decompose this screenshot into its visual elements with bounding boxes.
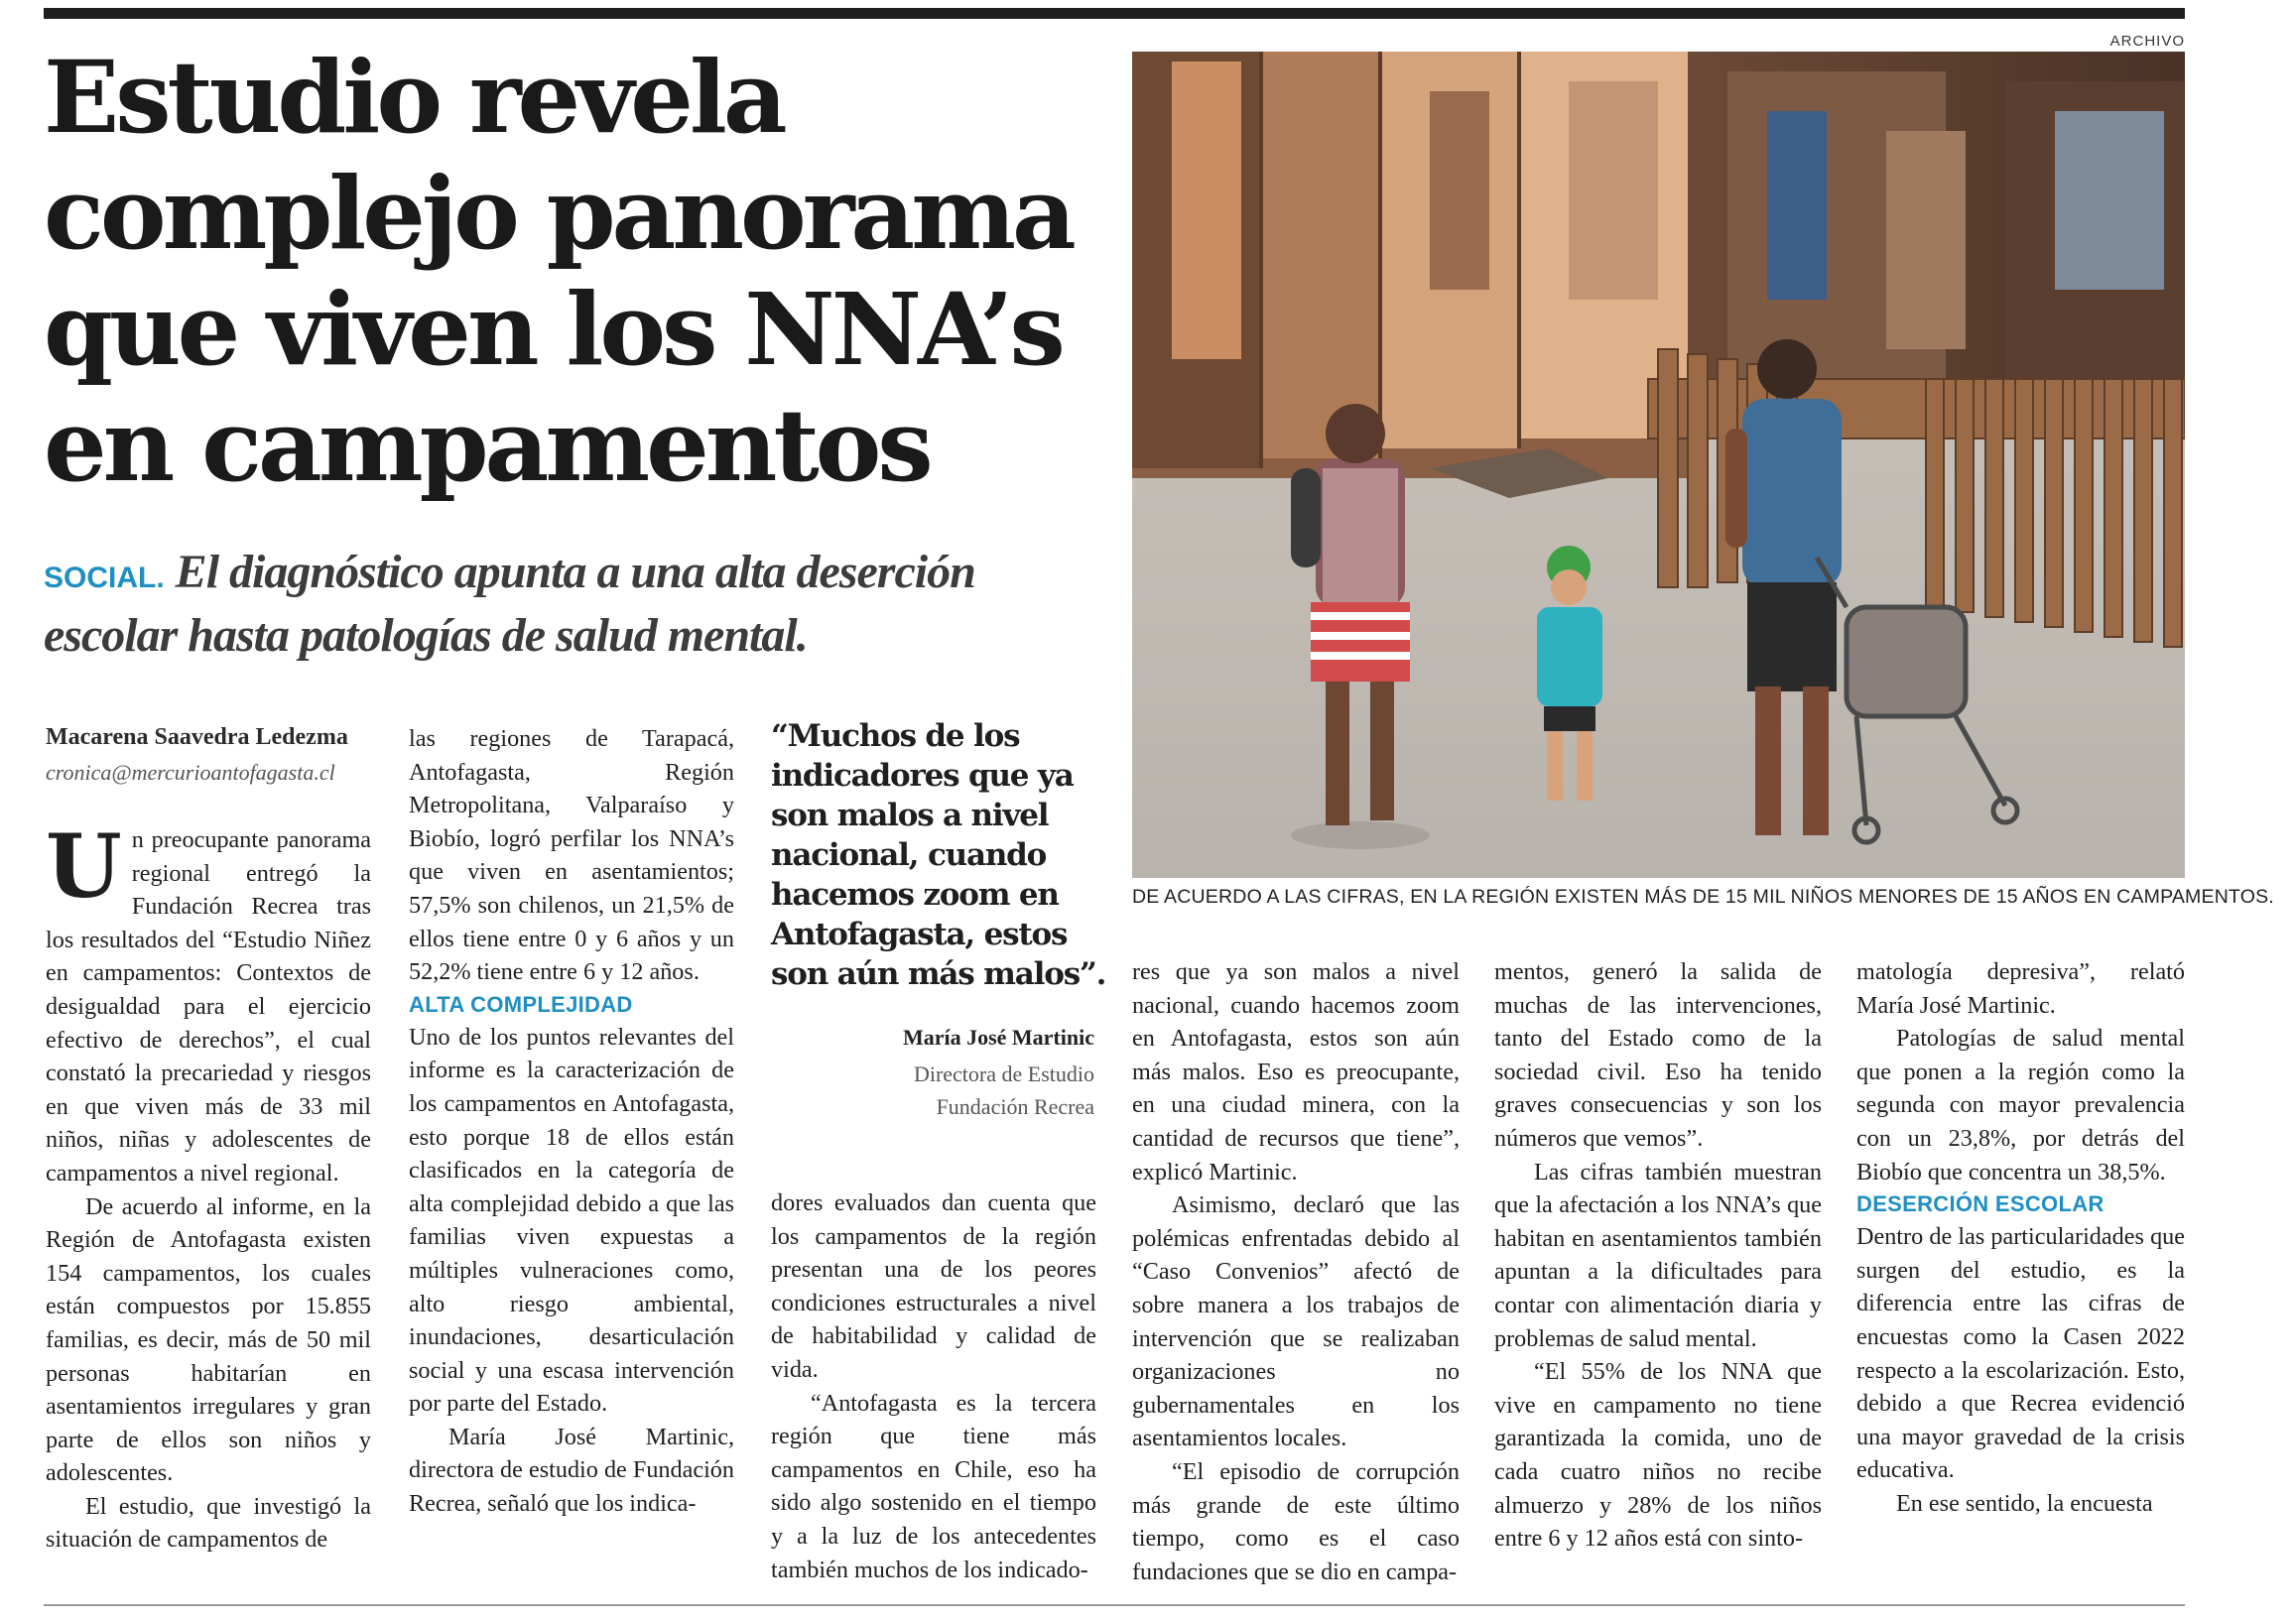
deck <box>44 544 1105 665</box>
subhead-desercion-escolar: DESERCIÓN ESCOLAR <box>1856 1191 2105 1217</box>
article-column-6 <box>1856 955 2185 1521</box>
paragraph-3-start: El estudio, que investigó la situación de campamentos de <box>46 1492 371 1554</box>
article-column-4 <box>1132 955 1460 1588</box>
paragraph-2: De acuerdo al informe, en la Región de Antofagasta existen 154 campamentos, los cuales están compuestos por 15.855 familias, es decir, más de 50 mil personas habitarían en asentamientos irregulares y gran parte de ellos son niños y adolescentes. <box>46 1192 371 1487</box>
paragraph-11: Patologías de salud mental que ponen a la región como la segunda con mayor prevalencia con un 23,8%, por detrás del Biobío que concentra un 38,5%. <box>1856 1025 2185 1186</box>
paragraph-10-cont: matología depresiva”, relató María José Martinic. <box>1856 958 2185 1019</box>
pull-quote-role-line2: Fundación Recrea <box>936 1094 1094 1119</box>
article-column-5 <box>1494 955 1822 1556</box>
top-rule <box>44 8 2185 19</box>
byline-author: Macarena Saavedra Ledezma <box>46 724 348 750</box>
subhead-alta-complejidad: ALTA COMPLEJIDAD <box>409 991 633 1017</box>
paragraph-13: En ese sentido, la encuesta <box>1896 1489 2153 1517</box>
pull-quote-role-line1: Directora de Estudio <box>913 1061 1094 1086</box>
paragraph-4: Uno de los puntos relevantes del informe es la caracterización de los campamentos en Antofagasta, esto porque 18 de ellos están clasificados en la categoría de alta complejidad debido a que las familias viven expuestas a múltiples vulneraciones como, alto riesgo ambiental, inundaciones, desarticulación social y una escasa intervención por parte del Estado. <box>409 1023 734 1418</box>
paragraph-6-start: “Antofagasta es la tercera región que tiene más campamentos en Chile, eso ha sido algo sostenido en el tiempo y a la luz de los antecedentes también muchos de los indicado- <box>771 1389 1096 1583</box>
drop-cap: U <box>46 814 122 918</box>
bottom-rule <box>44 1604 2185 1606</box>
deck-text: El diagnóstico apunta a una alta deserción escolar hasta patologías de salud mental. <box>44 546 975 662</box>
paragraph-5-cont: dores evaluados dan cuenta que los campamentos de la región presentan una de los peores condiciones estructurales a nivel de habitabilidad y calidad de vida. <box>771 1189 1096 1383</box>
article-column-2 <box>409 722 734 1521</box>
section-tag: SOCIAL. <box>44 562 165 594</box>
paragraph-1 <box>46 814 371 1190</box>
paragraph-8-cont: mentos, generó la salida de muchas de las intervenciones, tanto del Estado como de la sociedad civil. Eso ha tenido graves consecuencias y son los números que vemos”. <box>1494 958 1822 1152</box>
paragraph-10-start: “El 55% de los NNA que vive en campamento no tiene garantizada la comida, uno de cada cuatro niños no recibe almuerzo y 28% de los niños entre 6 y 12 años está con sinto- <box>1494 1358 1822 1553</box>
paragraph-9: Las cifras también muestran que la afectación a los NNA’s que habitan en asentamientos también apuntan a la dificultades para contar con alimentación diaria y problemas de salud mental. <box>1494 1158 1822 1352</box>
campamento-photo-illustration <box>1132 52 2185 878</box>
pull-quote-role <box>914 1058 1094 1123</box>
paragraph-8-start: “El episodio de corrupción más grande de este último tiempo, como es el caso fundaciones que se dio en campa- <box>1132 1457 1460 1585</box>
paragraph-5-start: María José Martinic, directora de estudio de Fundación Recrea, señaló que los indica- <box>409 1423 734 1518</box>
photo-credit: ARCHIVO <box>2109 33 2185 50</box>
article-column-3 <box>771 1186 1096 1586</box>
paragraph-12: Dentro de las particularidades que surgen del estudio, es la diferencia entre las cifras de encuestas como la Casen 2022 respecto a la escolarización. Esto, debido a que Recrea evidenció una mayor gravedad de la crisis educativa. <box>1856 1223 2185 1484</box>
pull-quote: “Muchos de los indicadores que ya son malos a nivel nacional, cuando hacemos zoom en Antofagasta, estos son aún más malos”. <box>771 718 1106 992</box>
photo-caption: DE ACUERDO A LAS CIFRAS, EN LA REGIÓN EXISTEN MÁS DE 15 MIL NIÑOS MENORES DE 15 AÑOS EN CAMPAMENTOS. <box>1132 886 2274 908</box>
headline: Estudio revela complejo panorama que viven los NNA’s en campamentos <box>44 39 1073 504</box>
news-photo <box>1132 52 2185 878</box>
paragraph-7: Asimismo, declaró que las polémicas enfrentadas debido al “Caso Convenios” afectó de sobre manera a los trabajos de intervención que se realizaban organizaciones no gubernamentales en los asentamientos locales. <box>1132 1191 1460 1452</box>
paragraph-3-cont: las regiones de Tarapacá, Antofagasta, Región Metropolitana, Valparaíso y Biobío, logró perfilar los NNA’s que viven en asentamientos; 57,5% son chilenos, un 21,5% de ellos tiene entre 0 y 6 años y un 52,2% tiene entre 6 y 12 años. <box>409 725 734 986</box>
byline-email: cronica@mercurioantofagasta.cl <box>46 760 335 785</box>
paragraph-6-cont: res que ya son malos a nivel nacional, cuando hacemos zoom en Antofagasta, estos son aún más malos. Eso es preocupante, en una ciudad minera, con la cantidad de recursos que tiene”, explicó Martinic. <box>1132 958 1460 1186</box>
pull-quote-name: María José Martinic <box>902 1025 1094 1050</box>
article-column-1 <box>46 814 371 1557</box>
paragraph-1-text: n preocupante panorama regional entregó la Fundación Recrea tras los resultados del “Estudio Niñez en campamentos: Contextos de desigualdad para el ejercicio efectivo de derechos”, el cual constató la precariedad y riesgos en que viven más de 33 mil niños, niñas y adolescentes de campamentos a nivel regional. <box>46 826 371 1186</box>
